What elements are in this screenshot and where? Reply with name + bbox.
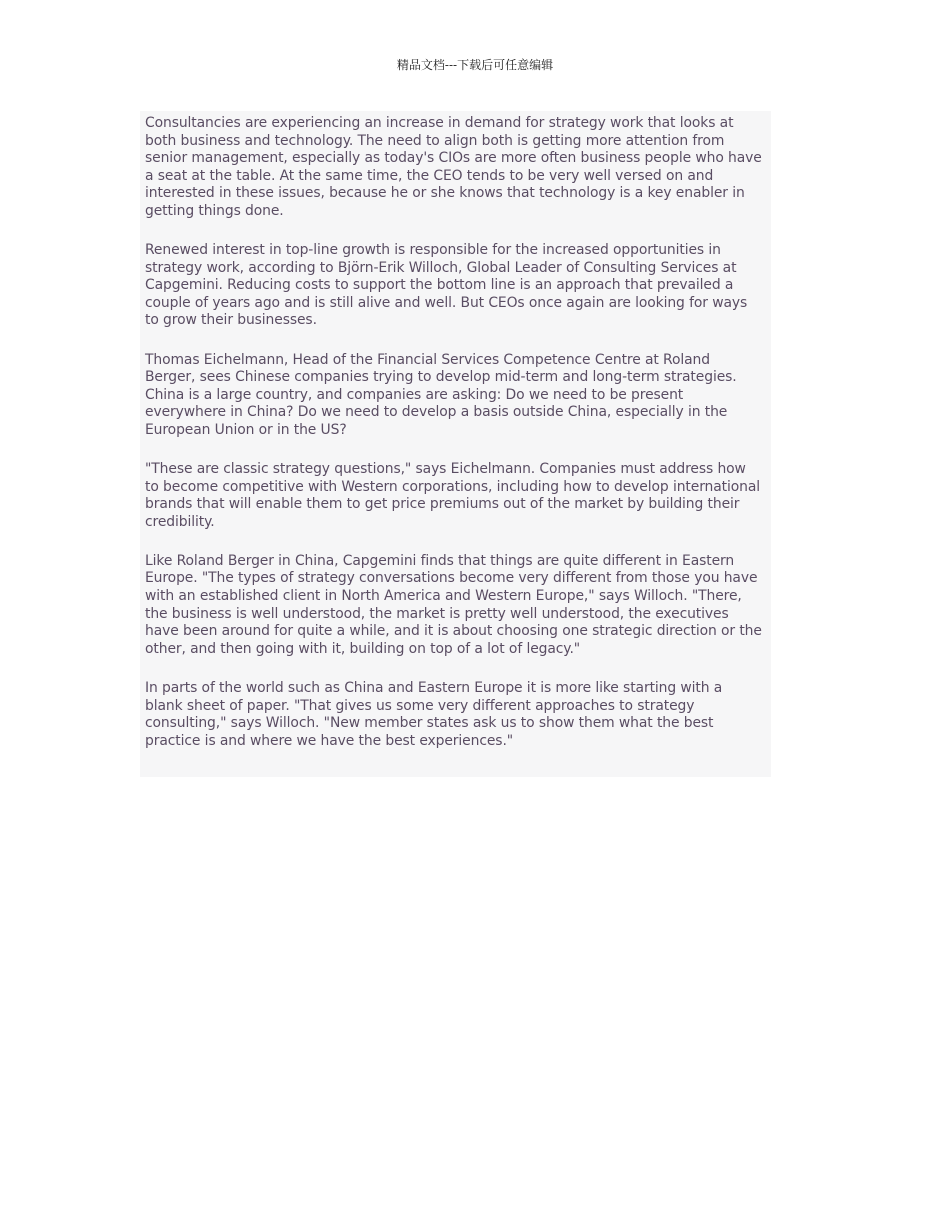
article-paragraph-2: Renewed interest in top-line growth is responsible for the increased opportunities in strategy work, according to Björn-Erik Willoch, Global Leader of Consulting Services at Capgemini. Reducing costs to support the bottom line is an approach that prevailed a couple of years ago and is still alive and well. But CEOs once again are looking for ways to grow their businesses. xyxy=(145,242,748,329)
article-paragraph-4: "These are classic strategy questions," says Eichelmann. Companies must address how to become competitive with Western corporations, including how to develop international brands that will enable them to get price premiums out of the market by building their credibility. xyxy=(145,461,761,530)
article-paragraph-3: Thomas Eichelmann, Head of the Financial Services Competence Centre at Roland Berger, sees Chinese companies trying to develop mid-term and long-term strategies. China is a large country, and companies are asking: Do we need to be present everywhere in China? Do we need to develop a basis outside China, especially in the European Union or in the US? xyxy=(145,351,737,438)
article-paragraph-6: In parts of the world such as China and Eastern Europe it is more like starting with a blank sheet of paper. "That gives us some very different approaches to strategy consulting," says Willoch. "New member states ask us to show them what the best practice is and where we have the best experiences." xyxy=(145,679,723,749)
page-header: 精品文档---下载后可任意编辑 xyxy=(396,58,554,72)
article-body xyxy=(140,111,771,777)
article-paragraph-5: Like Roland Berger in China, Capgemini finds that things are quite different in Eastern Europe. "The types of strategy conversations become very different from those you have with an established client in North America and Western Europe," says Willoch. "There, the business is well understood, the market is pretty well understood, the executives have been around for quite a while, and it is about choosing one strategic direction or the other, and then going with it, building on top of a lot of legacy." xyxy=(145,552,762,657)
article-paragraph-1: Consultancies are experiencing an increase in demand for strategy work that looks at both business and technology. The need to align both is getting more attention from senior management, especially as today's CIOs are more often business people who have a seat at the table. At the same time, the CEO tends to be very well versed on and interested in these issues, because he or she knows that technology is a key enabler in getting things done. xyxy=(145,115,762,219)
